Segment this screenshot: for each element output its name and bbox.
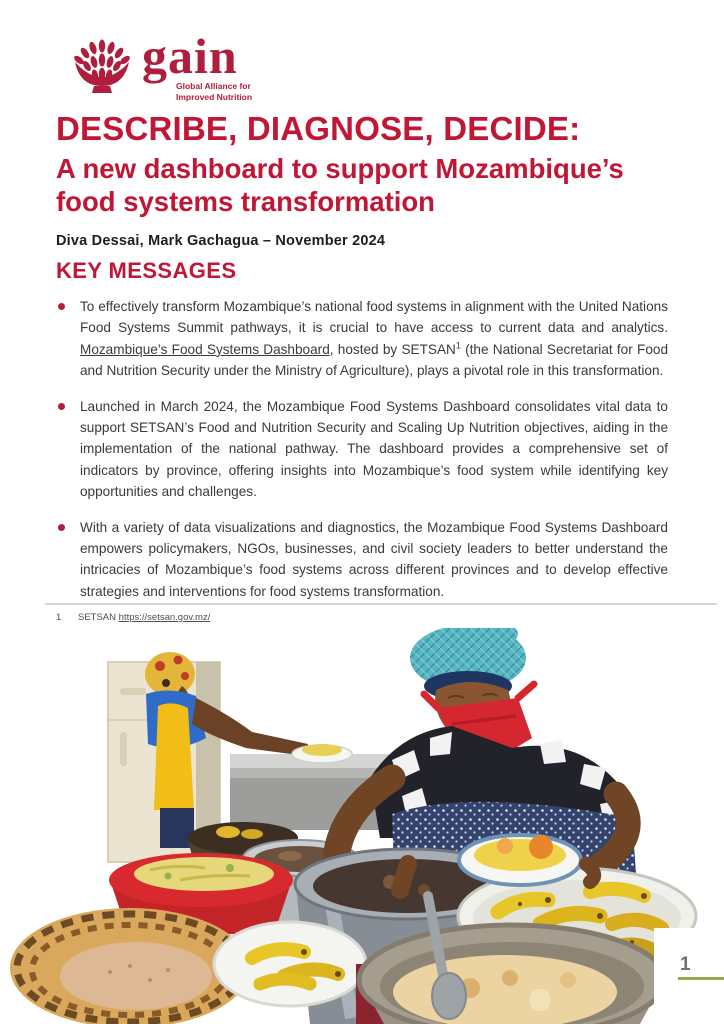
food-preparation-photo [0,628,724,1024]
footnote-marker: 1 [56,612,62,623]
dashboard-link[interactable]: Mozambique’s Food Systems Dashboard [80,341,330,357]
key-message-item [56,517,668,603]
gain-logo-tagline: Global Alliance for Improved Nutrition [176,81,253,102]
setsan-url-link[interactable]: https://setsan.gov.mz/ [118,612,211,623]
footnote [56,612,210,623]
key-messages-heading: KEY MESSAGES [56,258,237,283]
key-message-item [56,396,668,503]
page-number: 1 [680,954,691,975]
key-message-item [56,296,668,382]
gain-logo-name: gain [142,28,238,84]
gain-wheat-icon [72,34,132,98]
page-number-accent-rule [678,977,724,980]
key-message-text: With a variety of data visualizations and diagnostics, the Mozambique Food Systems Dashboard empowers policymakers, NGOs, businesses, and civil society leaders to better understand the intricacies of Mozambique’s food systems across different provinces and to develop effective strategies and interventions for food systems transformation. [80,519,668,599]
page-title: DESCRIBE, DIAGNOSE, DECIDE: [56,110,581,147]
page-subtitle: A new dashboard to support Mozambique’s food systems transformation [56,153,624,217]
bullet-dot-icon [58,303,65,310]
page-number-tab [654,928,724,1024]
footnote-label: SETSAN [78,612,119,623]
bullet-dot-icon [58,524,65,531]
footnote-reference: 1 [455,340,461,351]
key-message-text: Launched in March 2024, the Mozambique Food Systems Dashboard consolidates vital data to support SETSAN’s Food and Nutrition Security and Scaling Up Nutrition objectives, aiding in the implementation of the national pathway. The dashboard provides a comprehensive set of indicators by province, offering insights into Mozambique’s food system while identifying key opportunities and challenges. [80,398,668,500]
byline: Diva Dessai, Mark Gachagua – November 2024 [56,233,386,249]
key-messages-section [56,258,668,616]
banana-bowl [214,922,366,1006]
key-message-text: To effectively transform Mozambique’s national food systems in alignment with the United Nations Food Systems Summit pathways, it is crucial to have access to current data and analytics. Mozambique’s Food Systems Dashboard, hosted by SETSAN$^1$ (the National Secretariat for Food and Nutrition Security under the Ministry of Agriculture), plays a pivotal role in this transformation. [80,299,669,379]
bullet-dot-icon [58,403,65,410]
footnote-separator [45,603,717,605]
gain-logo [72,28,253,102]
